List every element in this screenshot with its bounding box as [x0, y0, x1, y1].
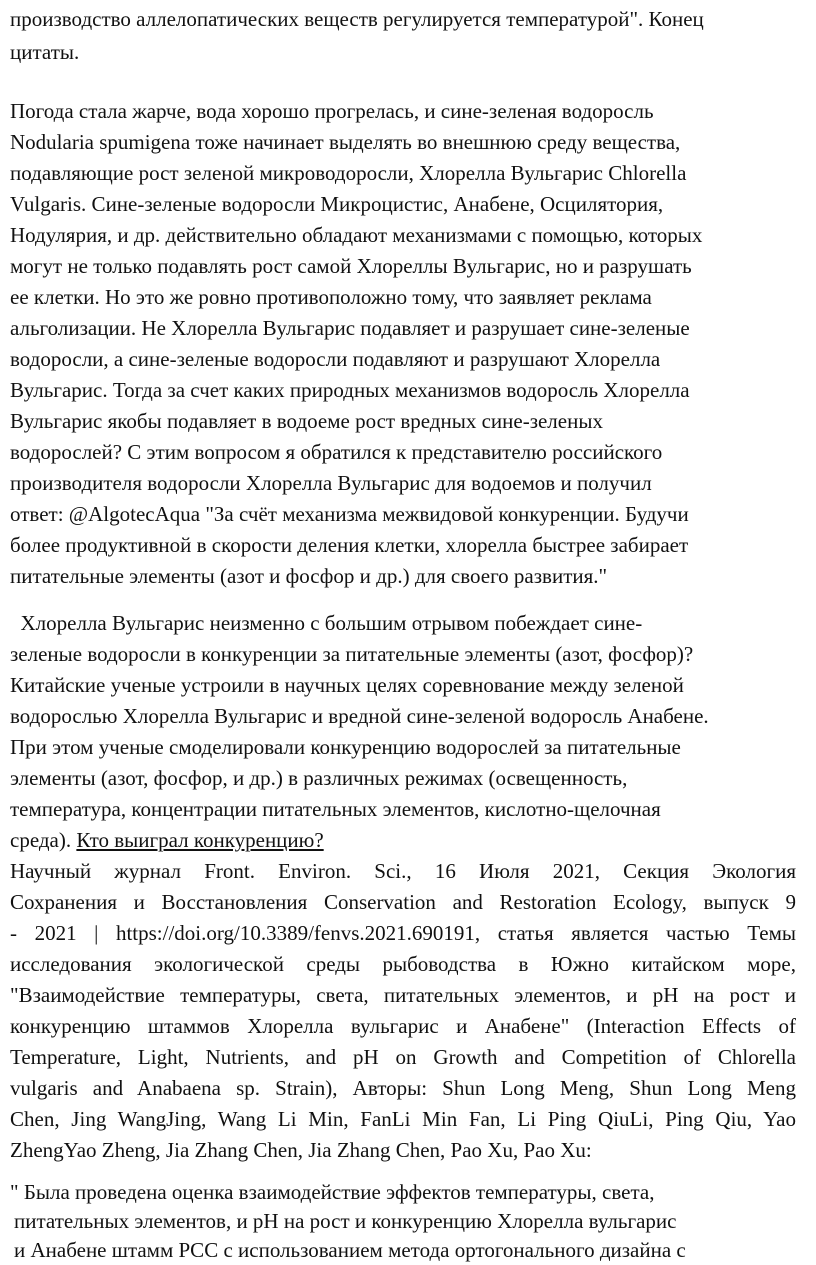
- text-line: Вульгарис якобы подавляет в водоеме рост вредных сине-зеленых: [10, 409, 603, 433]
- text-line: производителя водоросли Хлорелла Вульгарис для водоемов и получил: [10, 471, 652, 495]
- text-line: Vulgaris. Сине-зеленые водоросли Микроцистис, Анабене, Осцилятория,: [10, 192, 664, 216]
- text-line: vulgaris and Anabaena sp. Strain), Авторы: Shun Long Meng, Shun Long Meng: [10, 1076, 796, 1100]
- text-line: конкуренцию штаммов Хлорелла вульгарис и Анабене" (Interaction Effects of: [10, 1014, 796, 1038]
- text-line: При этом ученые смоделировали конкуренцию водорослей за питательные: [10, 735, 681, 759]
- text-line: ее клетки. Но это же ровно противоположно тому, что заявляет реклама: [10, 285, 652, 309]
- text-line: - 2021 | https://doi.org/10.3389/fenvs.2021.690191, статья является частью Темы: [10, 921, 796, 945]
- text-line: питательных элементов, и pH на рост и конкуренцию Хлорелла вульгарис: [14, 1209, 677, 1233]
- text-line: ответ: @AlgotecAqua "За счёт механизма межвидовой конкуренции. Будучи: [10, 502, 689, 526]
- text-line: Chen, Jing WangJing, Wang Li Min, FanLi Min Fan, Li Ping QiuLi, Ping Qiu, Yao: [10, 1107, 796, 1131]
- text-line: и Анабене штамм PCC с использованием метода ортогонального дизайна с: [14, 1238, 686, 1262]
- text-line: более продуктивной в скорости деления клетки, хлорелла быстрее забирает: [10, 533, 689, 557]
- text-line: Научный журнал Front. Environ. Sci., 16 Июля 2021, Секция Экология: [10, 859, 796, 883]
- text-line: исследования экологической среды рыбоводства в Южно китайском море,: [10, 952, 796, 976]
- text-line: могут не только подавлять рост самой Хлореллы Вульгарис, но и разрушать: [10, 254, 692, 278]
- text-line: зеленые водоросли в конкуренции за питательные элементы (азот, фосфор)?: [10, 642, 694, 666]
- text-line: Хлорелла Вульгарис неизменно с большим отрывом побеждает сине-: [10, 611, 643, 635]
- text-line: Temperature, Light, Nutrients, and pH on Growth and Competition of Chlorella: [10, 1045, 796, 1069]
- text-fragment: среда).: [10, 828, 77, 852]
- text-line: цитаты.: [10, 40, 80, 64]
- text-line: Нодулярия, и др. действительно обладают механизмами с помощью, которых: [10, 223, 703, 247]
- text-line: " Была проведена оценка взаимодействие эффектов температуры, света,: [10, 1180, 655, 1204]
- text-line: производство аллелопатических веществ регулируется температурой". Конец: [10, 7, 704, 31]
- text-line: "Взаимодействие температуры, света, питательных элементов, и pH на рост и: [10, 983, 796, 1007]
- text-line: подавляющие рост зеленой микроводоросли, Хлорелла Вульгарис Chlorella: [10, 161, 687, 185]
- text-line: Nodularia spumigena тоже начинает выделять во внешнюю среду вещества,: [10, 130, 681, 154]
- text-line: альголизации. Не Хлорелла Вульгарис подавляет и разрушает сине-зеленые: [10, 316, 690, 340]
- contest-link[interactable]: Кто выиграл конкуренцию?: [76, 828, 324, 852]
- text-line: водорослей? С этим вопросом я обратился к представителю российского: [10, 440, 663, 464]
- text-line: водоросли, а сине-зеленые водоросли подавляют и разрушают Хлорелла: [10, 347, 661, 371]
- text-line: Погода стала жарче, вода хорошо прогрелась, и сине-зеленая водоросль: [10, 99, 654, 123]
- text-line: Сохранения и Восстановления Conservation and Restoration Ecology, выпуск 9: [10, 890, 796, 914]
- text-line: температура, концентрации питательных элементов, кислотно-щелочная: [10, 797, 661, 821]
- text-line: Китайские ученые устроили в научных целях соревнование между зеленой: [10, 673, 684, 697]
- text-line: элементы (азот, фосфор, и др.) в различных режимах (освещенность,: [10, 766, 628, 790]
- text-line-with-link: [10, 825, 324, 855]
- text-line: водорослью Хлорелла Вульгарис и вредной сине-зеленой водоросль Анабене.: [10, 704, 709, 728]
- text-line: питательные элементы (азот и фосфор и др.) для своего развития.": [10, 564, 608, 588]
- text-line: Вульгарис. Тогда за счет каких природных механизмов водоросль Хлорелла: [10, 378, 690, 402]
- text-line: ZhengYao Zheng, Jia Zhang Chen, Jia Zhang Chen, Pao Xu, Pao Xu:: [10, 1138, 592, 1162]
